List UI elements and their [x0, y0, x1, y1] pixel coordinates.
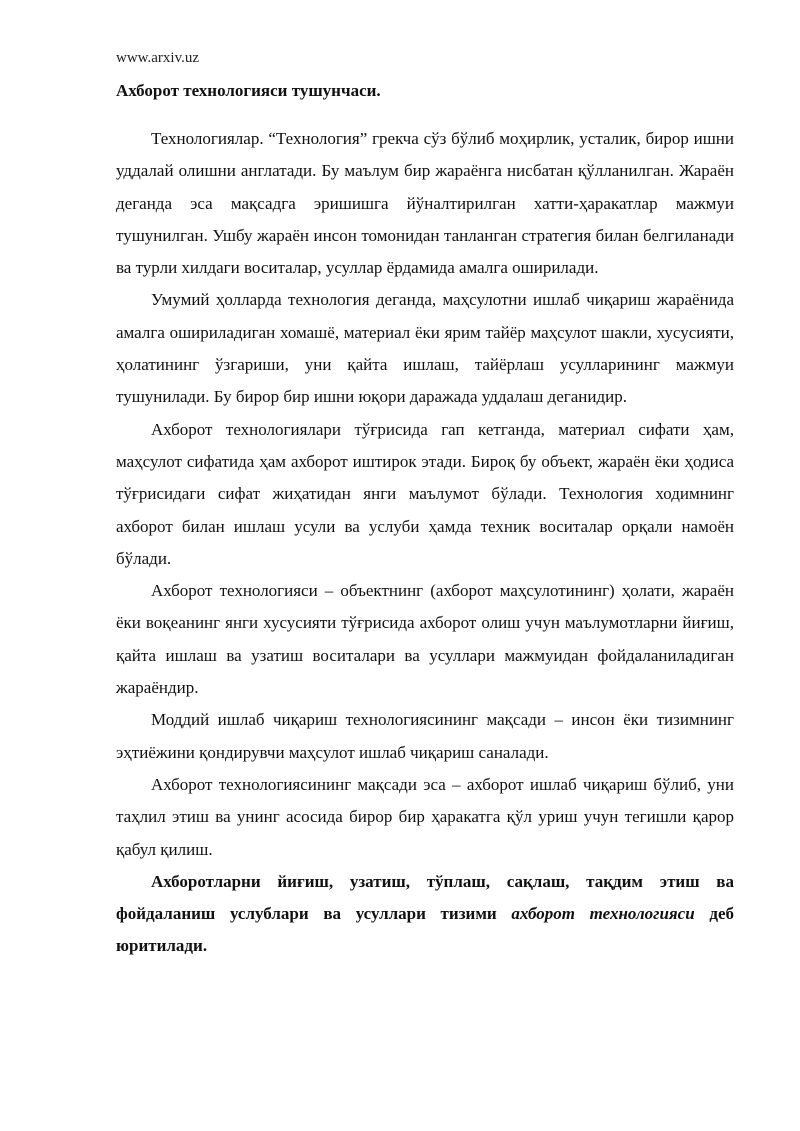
paragraph-technology-general: Умумий ҳолларда технология деганда, маҳсулотни ишлаб чиқариш жараёнида амалга ошириладиган хомашё, материал ёки ярим тайёр маҳсулот шакли, хусусияти, ҳолатининг ўзгариши, уни қайта ишлаш, тайёрлаш усулларининг мажмуи тушунилади. Бу бирор бир ишни юқори даражада уддалаш деганидир.: [116, 290, 734, 407]
document-body: [116, 123, 734, 963]
paragraph-information-technology-process: Ахборот технологияси – объектнинг (ахборот маҳсулотининг) ҳолати, жараён ёки воқеанинг янги хусусияти тўғрисида ахборот олиш учун маълумотларни йиғиш, қайта ишлаш ва узатиш воситалари ва усуллари мажмуидан фойдаланиладиган жараёндир.: [116, 581, 734, 698]
definition-lead: Ахборотларни йиғиш, узатиш, тўплаш, сақлаш, тақдим этиш ва фойдаланиш услублари ва усуллари тизими: [116, 871, 734, 924]
paragraph-definition-summary: [116, 866, 734, 963]
site-url: www.arxiv.uz: [116, 50, 200, 66]
document-title: Ахборот технологияси тушунчаси.: [116, 81, 381, 100]
paragraph-information-technologies: Ахборот технологиялари тўғрисида гап кетганда, материал сифати ҳам, маҳсулот сифатида ҳам ахборот иштирок этади. Бироқ бу объект, жараён ёки ҳодиса тўғрисидаги сифат жиҳатидан янги маълумот бўлади. Технология ходимнинг ахборот билан ишлаш усули ва услуби ҳамда техник воситалар орқали намоён бўлади.: [116, 419, 734, 568]
document-page: [116, 48, 734, 963]
definition-term: ахборот технологияси: [511, 904, 695, 924]
paragraph-technology-definition: Технологиялар. “Технология” грекча сўз бўлиб моҳирлик, усталик, бирор ишни уддалай олишни англатади. Бу маълум бир жараёнга нисбатан қўлланилган. Жараён деганда эса мақсадга эришишга йўналтирилган хатти-ҳаракатлар мажмуи тушунилган. Ушбу жараён инсон томонидан танланган стратегия билан белгиланади ва турли хилдаги воситалар, усуллар ёрдамида амалга оширилади.: [116, 129, 734, 278]
definition-tail: деб юритилади.: [116, 904, 734, 956]
paragraph-information-technology-goal: Ахборот технологиясининг мақсади эса – ахборот ишлаб чиқариш бўлиб, уни таҳлил этиш ва унинг асосида бирор бир ҳаракатга қўл уриш учун тегишли қарор қабул қилиш.: [116, 774, 734, 859]
paragraph-material-production-goal: Моддий ишлаб чиқариш технологиясининг мақсади – инсон ёки тизимнинг эҳтиёжини қондирувчи маҳсулот ишлаб чиқариш саналади.: [116, 710, 734, 762]
